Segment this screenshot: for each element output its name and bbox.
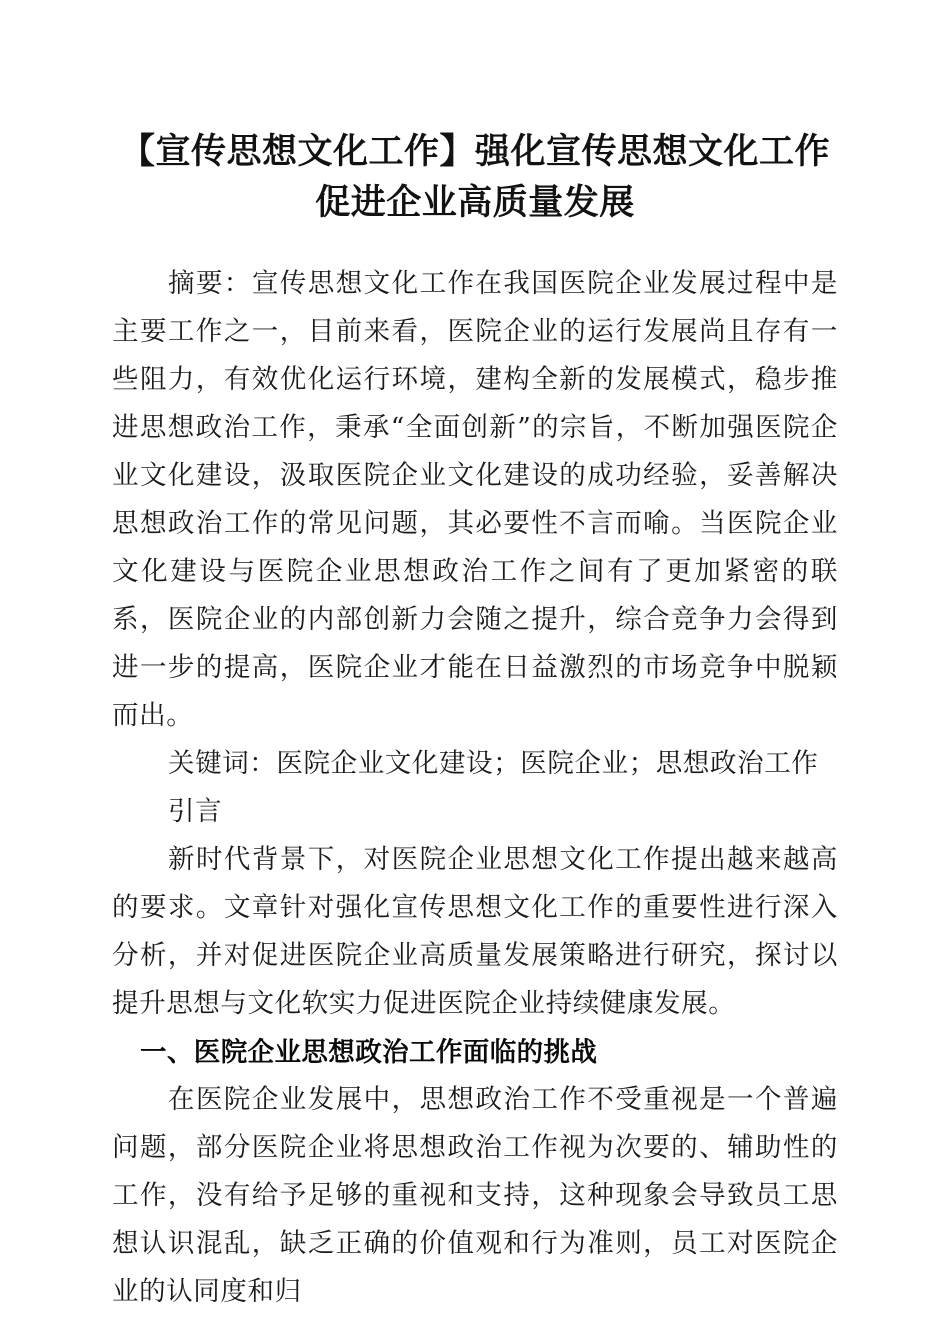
section-one-body-paragraph: 在医院企业发展中，思想政治工作不受重视是一个普遍问题，部分医院企业将思想政治工作视为次要的、辅助性的工作，没有给予足够的重视和支持，这种现象会导致员工思想认识混乱，缺乏正确的价值观和行为准则，员工对医院企业的认同度和归 (112, 1084, 838, 1307)
introduction-label: 引言 (168, 796, 223, 827)
keywords-line: 关键词：医院企业文化建设；医院企业；思想政治工作 (168, 748, 819, 779)
section-heading-one: 一、医院企业思想政治工作面临的挑战 (140, 1037, 598, 1067)
page-title-line-1: 【宣传思想文化工作】强化宣传思想文化工作 (119, 131, 830, 172)
page-title-line-2: 促进企业高质量发展 (315, 182, 635, 223)
abstract-paragraph: 摘要：宣传思想文化工作在我国医院企业发展过程中是主要工作之一，目前来看，医院企业的运行发展尚且存有一些阻力，有效优化运行环境，建构全新的发展模式，稳步推进思想政治工作，秉承“全面创新”的宗旨，不断加强医院企业文化建设，汲取医院企业文化建设的成功经验，妥善解决思想政治工作的常见问题，其必要性不言而喻。当医院企业文化建设与医院企业思想政治工作之间有了更加紧密的联系，医院企业的内部创新力会随之提升，综合竞争力会得到进一步的提高，医院企业才能在日益激烈的市场竞争中脱颖而出。 (112, 268, 838, 731)
page-title (112, 0, 838, 228)
introduction-paragraph: 新时代背景下，对医院企业思想文化工作提出越来越高的要求。文章针对强化宣传思想文化工作的重要性进行深入分析，并对促进医院企业高质量发展策略进行研究，探讨以提升思想与文化软实力促进医院企业持续健康发展。 (112, 844, 838, 1019)
document-content-column (112, 0, 838, 1316)
